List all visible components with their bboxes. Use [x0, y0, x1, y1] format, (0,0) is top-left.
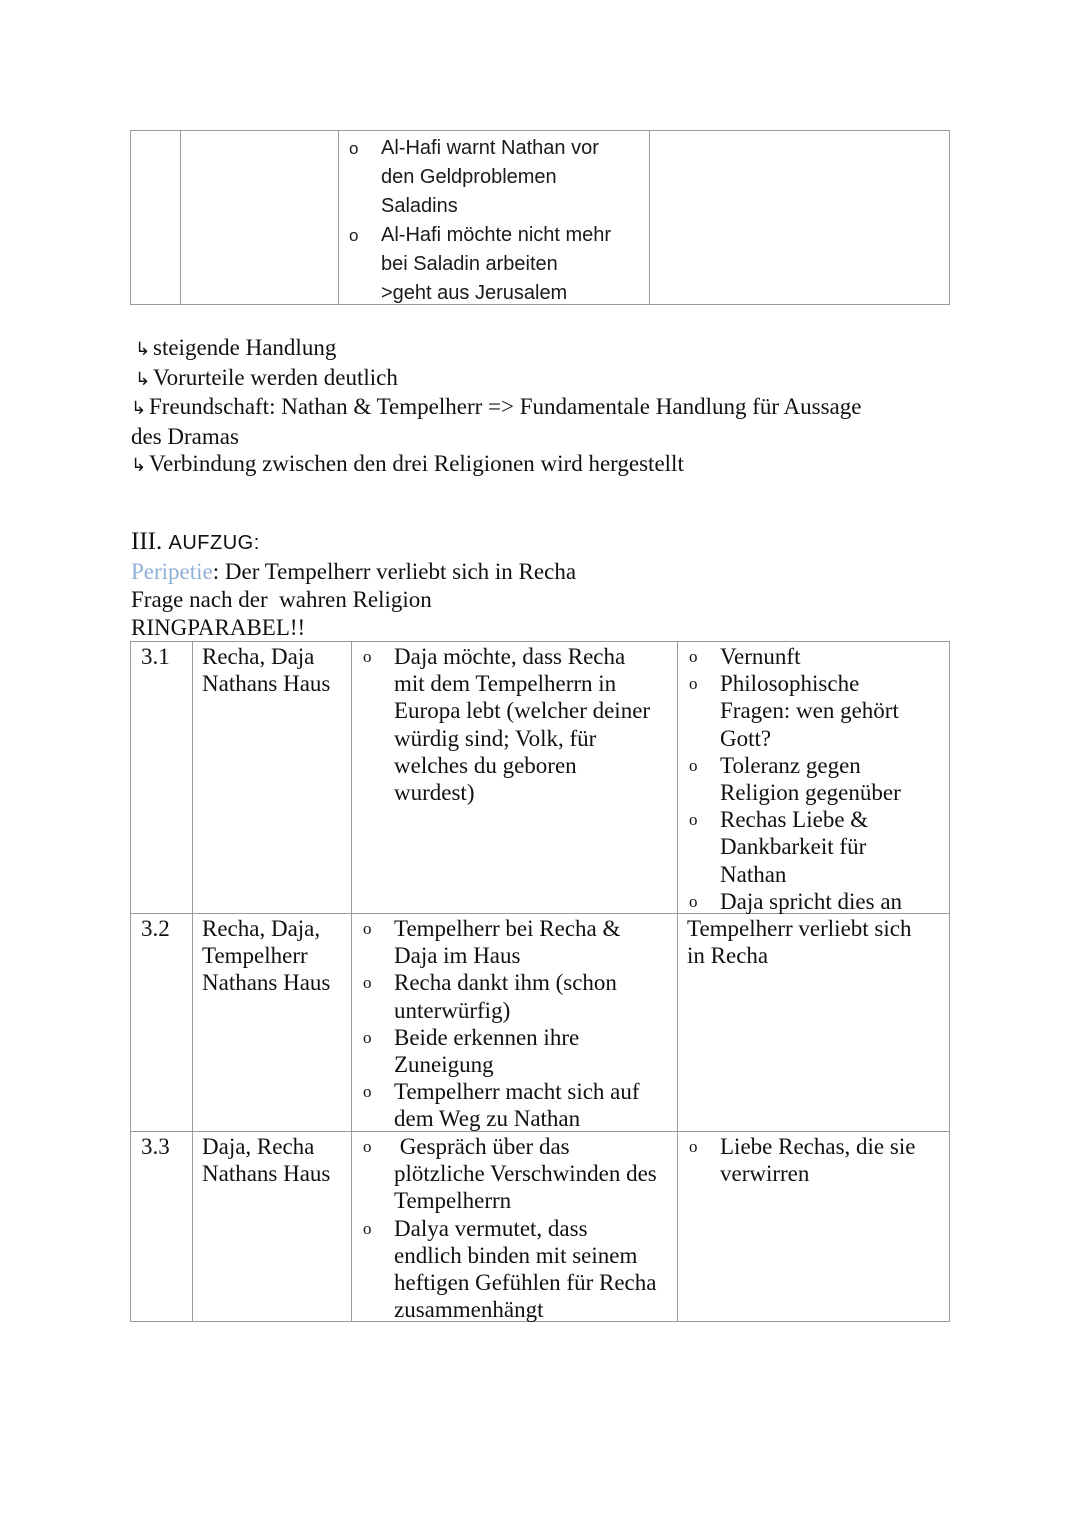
- list-item-text: Daja spricht dies an: [720, 888, 903, 914]
- list-item: [361, 1024, 671, 1078]
- scene-characters: Daja, Recha Nathans Haus: [202, 1134, 331, 1187]
- list-item: [361, 643, 671, 806]
- column-divider: [677, 642, 678, 1321]
- list-item-text: Rechas Liebe & Dankbarkeit für Nathan: [720, 807, 869, 887]
- scene-actions: [361, 915, 671, 1133]
- section-intro: [131, 558, 576, 642]
- scene-number: 3.3: [141, 1134, 170, 1159]
- list-item: [687, 888, 949, 915]
- note-text: Verbindung zwischen den drei Religionen wird hergestellt: [149, 451, 684, 476]
- note-text: steigende Handlung: [153, 335, 337, 360]
- note-line: [131, 393, 951, 450]
- scene-notes: [687, 1133, 949, 1187]
- list-item: [347, 134, 647, 221]
- scene-number: 3.1: [141, 644, 170, 669]
- scene-notes: [687, 643, 949, 915]
- heading-numeral: III.: [131, 528, 163, 555]
- return-arrow-icon: ↳: [131, 455, 147, 476]
- list-item-text: Toleranz gegen Religion gegenüber: [720, 752, 901, 806]
- note-line: [131, 334, 951, 364]
- peripetie-text: : Der Tempelherr verliebt sich in Recha: [212, 559, 577, 584]
- list-item-text: Al-Hafi möchte nicht mehr bei Saladin arbeiten >geht aus Jerusalem: [381, 224, 612, 304]
- column-divider: [192, 642, 193, 1321]
- bullet-circle-icon: o: [349, 226, 359, 245]
- list-item-text: Philosophische Fragen: wen gehört Gott?: [720, 671, 899, 751]
- column-divider: [649, 131, 650, 304]
- list-item-text: Al-Hafi warnt Nathan vor den Geldproblemen Saladins: [381, 137, 599, 217]
- list-item-text: Vernunft: [720, 644, 801, 669]
- bullet-circle-icon: o: [689, 810, 698, 830]
- bullet-circle-icon: o: [363, 1082, 372, 1102]
- return-arrow-icon: ↳: [135, 368, 151, 390]
- column-divider: [338, 131, 339, 304]
- section-heading: [131, 527, 260, 558]
- list-item: [361, 1078, 671, 1132]
- peripetie-line: [131, 558, 576, 586]
- list-item-text: Tempelherr macht sich auf dem Weg zu Nathan: [394, 1079, 640, 1132]
- bullet-circle-icon: o: [689, 647, 698, 666]
- list-item: [687, 670, 949, 752]
- top-table-bullet-list: [347, 134, 647, 308]
- bullet-circle-icon: o: [349, 139, 359, 158]
- bullet-circle-icon: o: [363, 647, 372, 666]
- scene-actions: [361, 643, 671, 806]
- scene-characters: Recha, Daja Nathans Haus: [202, 644, 331, 697]
- list-item: [687, 1133, 949, 1187]
- bullet-circle-icon: o: [363, 973, 372, 993]
- list-item: [347, 221, 647, 308]
- note-text: Vorurteile werden deutlich: [153, 364, 398, 390]
- list-item-text: Beide erkennen ihre Zuneigung: [394, 1024, 580, 1078]
- list-item: [687, 643, 949, 670]
- scene-actions: [361, 1133, 671, 1323]
- note-line: [131, 450, 951, 480]
- bullet-circle-icon: o: [689, 1137, 698, 1156]
- heading-label: AUFZUG:: [168, 532, 260, 554]
- list-item-text: Dalya vermutet, dass endlich binden mit seinem heftigen Gefühlen für Recha zusammenhängt: [394, 1215, 657, 1323]
- bullet-circle-icon: o: [689, 891, 698, 911]
- list-item: [361, 915, 671, 969]
- bullet-circle-icon: o: [363, 1218, 372, 1238]
- top-table: [130, 130, 950, 305]
- note-text: Freundschaft: Nathan & Tempelherr => Fundamentale Handlung für Aussage des Dramas: [131, 394, 862, 449]
- bullet-circle-icon: o: [363, 1027, 372, 1047]
- list-item: [361, 969, 671, 1023]
- bullet-circle-icon: o: [363, 1137, 372, 1156]
- list-item-text: Daja möchte, dass Recha mit dem Tempelherrn in Europa lebt (welcher deiner würdig sind; Volk, für welches du geboren wurdest): [394, 644, 651, 806]
- list-item-text: Liebe Rechas, die sie verwirren: [720, 1134, 916, 1187]
- bullet-circle-icon: o: [689, 674, 698, 694]
- column-divider: [180, 131, 181, 304]
- list-item: [361, 1133, 671, 1215]
- list-item: [687, 806, 949, 888]
- list-item-text: Gespräch über das plötzliche Verschwinden des Tempelherrn: [394, 1134, 657, 1214]
- scene-table: [130, 641, 950, 1322]
- intro-line: Frage nach der wahren Religion: [131, 587, 432, 612]
- intro-line: RINGPARABEL!!: [131, 615, 306, 640]
- list-item: [687, 752, 949, 806]
- scene-note: Tempelherr verliebt sich in Recha: [687, 916, 912, 969]
- bullet-circle-icon: o: [363, 919, 372, 938]
- arrow-notes: [131, 334, 951, 480]
- list-item-text: Recha dankt ihm (schon unterwürfig): [394, 970, 617, 1023]
- note-line: [131, 364, 951, 394]
- scene-characters: Recha, Daja, Tempelherr Nathans Haus: [202, 916, 331, 996]
- return-arrow-icon: ↳: [131, 398, 147, 419]
- peripetie-term: Peripetie: [131, 559, 213, 584]
- list-item-text: Tempelherr bei Recha & Daja im Haus: [394, 916, 621, 969]
- scene-number: 3.2: [141, 916, 170, 941]
- return-arrow-icon: ↳: [135, 339, 151, 360]
- list-item: [361, 1215, 671, 1324]
- bullet-circle-icon: o: [689, 755, 698, 775]
